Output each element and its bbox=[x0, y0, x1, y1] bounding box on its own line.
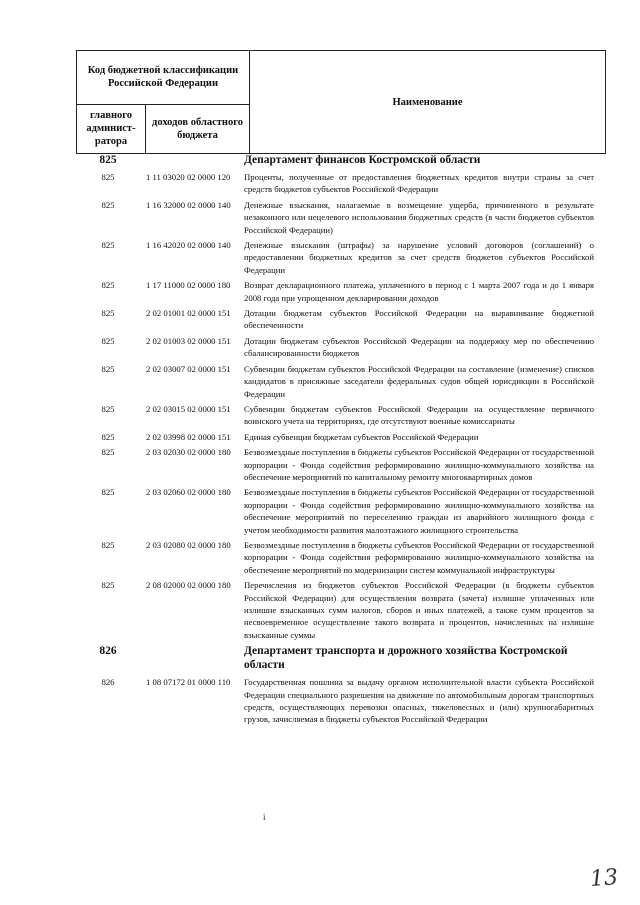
department-row bbox=[76, 153, 616, 167]
name-cell: Безвозмездные поступления в бюджеты субъектов Российской Федерации от государственной корпорации - Фонда содействия реформированию жилищно-коммунального хозяйства на обеспечение мероприятий по модернизации систем коммунальной инфраструктуры bbox=[244, 539, 594, 575]
table-row bbox=[76, 279, 616, 304]
name-cell: Дотации бюджетам субъектов Российской Федерации на выравнивание бюджетной обеспеченности bbox=[244, 308, 594, 331]
admin-code-cell: 825 bbox=[101, 487, 115, 498]
admin-code-cell: 825 bbox=[101, 280, 115, 291]
income-code-cell: 2 03 02030 02 0000 180 bbox=[146, 447, 231, 458]
admin-code-cell: 825 bbox=[101, 447, 115, 458]
table-row bbox=[76, 403, 616, 428]
table-header bbox=[76, 50, 606, 154]
admin-code-cell: 825 bbox=[101, 580, 115, 591]
admin-code-cell: 825 bbox=[101, 363, 115, 374]
admin-code-cell: 825 bbox=[101, 240, 115, 251]
income-code-cell: 2 02 03007 02 0000 151 bbox=[146, 363, 231, 374]
table-row bbox=[76, 431, 616, 443]
admin-code-cell: 825 bbox=[101, 431, 115, 442]
page-number: 13 bbox=[589, 865, 619, 892]
header-code-group: Код бюджетной классификации Российской Федерации bbox=[77, 51, 250, 105]
table-row bbox=[76, 579, 616, 641]
header-admin-column: главного админист-ратора bbox=[77, 104, 146, 153]
stray-mark: i bbox=[263, 812, 266, 822]
department-row bbox=[76, 644, 616, 672]
name-cell: Денежные взыскания (штрафы) за нарушение условий договоров (соглашений) о предоставлении бюджетных кредитов за счет средств бюджетов субъектов Российской Федерации bbox=[244, 240, 594, 275]
name-cell: Проценты, полученные от предоставления бюджетных кредитов внутри страны за счет средств бюджетов субъектов Российской Федерации bbox=[244, 172, 594, 195]
table-row bbox=[76, 307, 616, 332]
income-code-cell: 1 17 11000 02 0000 180 bbox=[146, 280, 231, 291]
income-code-cell: 2 02 01001 02 0000 151 bbox=[146, 308, 231, 319]
admin-code-cell: 826 bbox=[99, 645, 117, 658]
table-body bbox=[76, 153, 616, 729]
name-cell: Возврат декларационного платежа, уплаченного в период с 1 марта 2007 года и до 1 января 2008 года при упрощенном декларировании доходов bbox=[244, 280, 594, 303]
name-cell: Безвозмездные поступления в бюджеты субъектов Российской Федерации от государственной корпорации - Фонда содействия реформированию жилищно-коммунального хозяйства на обеспечение мероприятий по капитальному ремонту многоквартирных домов bbox=[244, 447, 594, 482]
income-code-cell: 2 02 03998 02 0000 151 bbox=[146, 431, 231, 442]
table-row bbox=[76, 446, 616, 483]
name-cell: Единая субвенция бюджетам субъектов Российской Федерации bbox=[244, 431, 479, 442]
income-code-cell: 2 02 01003 02 0000 151 bbox=[146, 335, 231, 346]
header-income-column: доходов областного бюджета bbox=[146, 104, 250, 153]
name-cell: Департамент финансов Костромской области bbox=[244, 154, 481, 166]
income-code-cell: 1 16 42020 02 0000 140 bbox=[146, 240, 231, 251]
admin-code-cell: 825 bbox=[99, 154, 117, 166]
name-cell: Департамент транспорта и дорожного хозяйства Костромской области bbox=[244, 645, 568, 672]
header-name-column: Наименование bbox=[250, 51, 606, 154]
income-code-cell: 1 08 07172 01 0000 110 bbox=[146, 677, 231, 688]
admin-code-cell: 825 bbox=[101, 172, 115, 182]
admin-code-cell: 825 bbox=[101, 308, 115, 319]
table-row bbox=[76, 171, 616, 196]
table-row bbox=[76, 199, 616, 236]
income-code-cell: 2 02 03015 02 0000 151 bbox=[146, 403, 231, 414]
table-row bbox=[76, 676, 616, 726]
admin-code-cell: 825 bbox=[101, 335, 115, 346]
name-cell: Дотации бюджетам субъектов Российской Федерации на поддержку мер по обеспечению сбалансированности бюджетов bbox=[244, 335, 594, 359]
name-cell: Перечисления из бюджетов субъектов Российской Федерации (в бюджеты субъектов Российской Федерации) для осуществления возврата (зачета) излишне уплаченных или излишне взысканных сумм налогов, сборов и иных платежей, а также сумм процентов за несвоевременное осуществление такого возврата и процентов, начисленных на излишне взысканные суммы bbox=[244, 580, 594, 640]
name-cell: Субвенции бюджетам субъектов Российской Федерации на составление (изменение) списков кандидатов в присяжные заседатели федеральных судов общей юрисдикции в Российской Федерации bbox=[244, 363, 594, 399]
admin-code-cell: 825 bbox=[101, 539, 115, 550]
name-cell: Безвозмездные поступления в бюджеты субъектов Российской Федерации от государственной корпорации - Фонда содействия реформированию жилищно-коммунального хозяйства на обеспечение мероприятий по переселению граждан из аварийного жилищного фонда с учетом необходимости развития малоэтажного жилищного строительства bbox=[244, 487, 594, 535]
name-cell: Денежные взыскания, налагаемые в возмещение ущерба, причиненного в результате незаконного или нецелевого использования бюджетных средств (в части бюджетов субъектов Российской Федерации) bbox=[244, 199, 594, 235]
table-row bbox=[76, 486, 616, 536]
table-row bbox=[76, 239, 616, 276]
income-code-cell: 2 08 02000 02 0000 180 bbox=[146, 580, 231, 591]
admin-code-cell: 825 bbox=[101, 199, 115, 210]
admin-code-cell: 825 bbox=[101, 403, 115, 414]
income-code-cell: 1 11 03020 02 0000 120 bbox=[146, 172, 231, 182]
name-cell: Субвенции бюджетам субъектов Российской Федерации на осуществление первичного воинского учета на территориях, где отсутствуют военные комиссариаты bbox=[244, 403, 594, 427]
admin-code-cell: 826 bbox=[101, 677, 115, 688]
table-row bbox=[76, 335, 616, 360]
income-code-cell: 2 03 02080 02 0000 180 bbox=[146, 539, 231, 550]
table-row bbox=[76, 539, 616, 576]
table-row bbox=[76, 363, 616, 400]
name-cell: Государственная пошлина за выдачу органом исполнительной власти субъекта Российской Федерации специального разрешения на движение по автомобильным дорогам транспортных средств, осуществляющих перевозки опасных, тяжеловесных и (или) крупногабаритных грузов, зачисляемая в бюджеты субъектов Российской Федерации bbox=[244, 677, 594, 725]
income-code-cell: 1 16 32000 02 0000 140 bbox=[146, 199, 231, 210]
income-code-cell: 2 03 02060 02 0000 180 bbox=[146, 487, 231, 498]
